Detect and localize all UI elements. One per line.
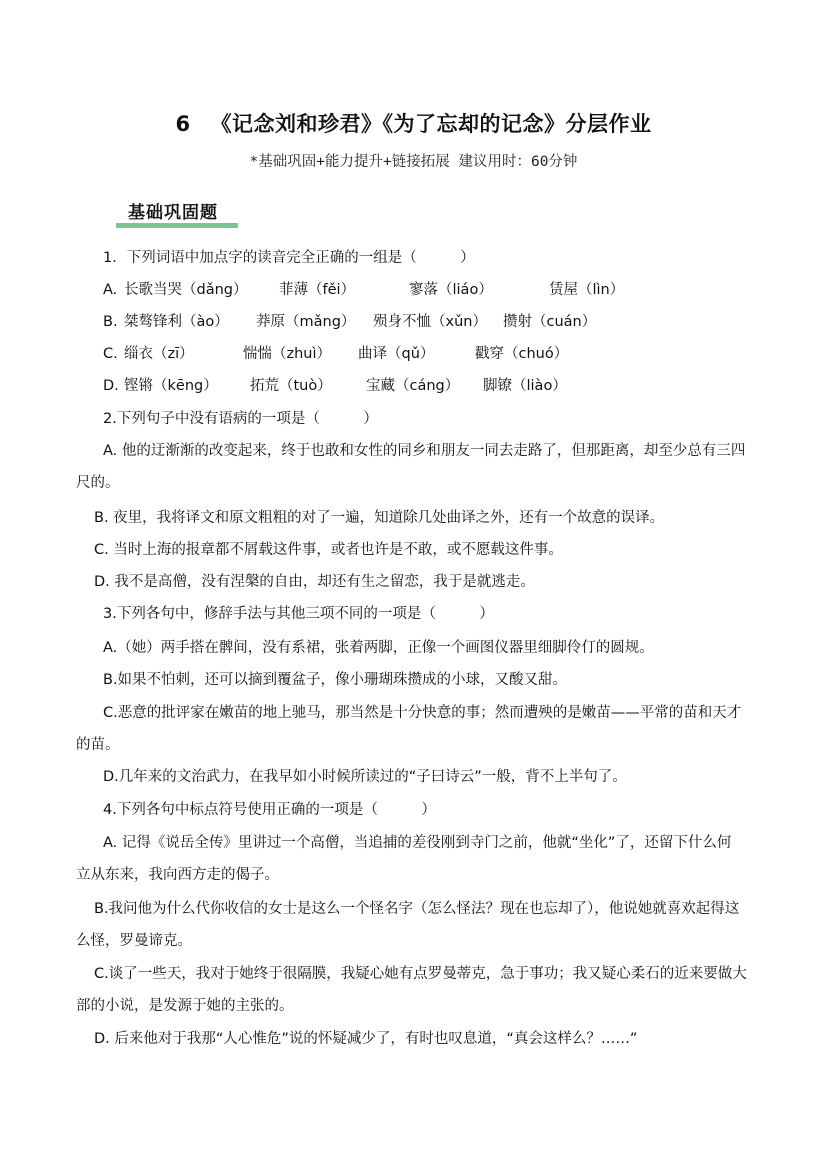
q4-option-a: A. 记得《说岳全传》里讲过一个高僧，当追捕的差役刚到寺门之前，他就“坐化”了，还留下什么何 — [103, 835, 732, 851]
q1-a-item-3: 寥落（liáo） — [409, 282, 493, 298]
q3-option-d: D.几年来的文治武力，在我早如小时候所读过的“子曰诗云”一般，背不上半句了。 — [103, 769, 627, 785]
q4-option-d: D. 后来他对于我那“人心惟危”说的怀疑减少了，有时也叹息道，“真会这样么？……” — [94, 1031, 638, 1047]
q1-c-item-3: 曲译（qǔ） — [358, 346, 435, 362]
q1-b-item-3: 殒身不恤（xǔn） — [373, 314, 487, 330]
q4-option-c: C.谈了一些天，我对于她终于很隔膜，我疑心她有点罗曼蒂克，急于事功；我又疑心柔石的近来要做大 — [94, 966, 747, 982]
q4-option-b: B.我问他为什么代你收信的女士是这么一个怪名字（怎么怪法？现在也忘却了），他说她就喜欢起得这 — [94, 901, 740, 917]
q1-d-item-1: 铿锵（kēng） — [124, 378, 218, 394]
q1-d-item-2: 拓荒（tuò） — [250, 378, 332, 394]
q3-option-c: C.恶意的批评家在嫩苗的地上驰马，那当然是十分快意的事；然而遭殃的是嫩苗——平常的苗和天才 — [103, 705, 742, 721]
q3-option-b: B.如果不怕刺，还可以摘到覆盆子，像小珊瑚珠攒成的小球，又酸又甜。 — [103, 672, 568, 688]
q1-b-item-4: 攒射（cuán） — [503, 314, 597, 330]
q2-stem: 2.下列句子中没有语病的一项是（ ） — [103, 411, 378, 427]
q2-option-a-cont: 尺的。 — [76, 475, 120, 491]
q1-c-item-2: 惴惴（zhuì） — [243, 346, 332, 362]
section-heading: 基础巩固题 — [128, 203, 218, 223]
q1-d-item-4: 脚镣（liào） — [483, 378, 567, 394]
q1-a-item-4: 赁屋（lìn） — [549, 282, 625, 298]
q1-c-label: C. — [103, 346, 118, 362]
q3-option-a: A.（她）两手搭在髀间，没有系裙，张着两脚，正像一个画图仪器里细脚伶仃的圆规。 — [103, 640, 654, 656]
q1-a-item-2: 菲薄（fěi） — [279, 282, 356, 298]
q1-a-item-1: 长歌当哭（dǎng） — [124, 282, 248, 298]
q1-d-label: D. — [103, 378, 119, 394]
q1-c-item-4: 戳穿（chuó） — [475, 346, 569, 362]
q4-option-b-cont: 么怪，罗曼谛克。 — [76, 933, 192, 949]
q3-option-c-cont: 的苗。 — [76, 737, 120, 753]
q2-option-a: A. 他的迂渐渐的改变起来，终于也敢和女性的同乡和朋友一同去走路了，但那距离，却至少总有三四 — [103, 443, 746, 459]
q1-d-item-3: 宝藏（cáng） — [366, 378, 460, 394]
q1-a-label: A. — [103, 282, 118, 298]
q1-b-item-2: 莽原（mǎng） — [256, 314, 356, 330]
q2-option-b: B. 夜里，我将译文和原文粗粗的对了一遍，知道除几处曲译之外，还有一个故意的误译。 — [94, 510, 665, 526]
q1-stem: 1．下列词语中加点字的读音完全正确的一组是（ ） — [103, 250, 475, 266]
q4-option-a-cont: 立从东来，我向西方走的偈子。 — [76, 867, 279, 883]
q4-stem: 4.下列各句中标点符号使用正确的一项是（ ） — [103, 802, 436, 818]
subtitle: *基础巩固+能力提升+链接拓展 建议用时：60分钟 — [249, 154, 578, 170]
q1-b-label: B. — [103, 314, 118, 330]
q2-option-c: C. 当时上海的报章都不屑载这件事，或者也许是不敢，或不愿载这件事。 — [94, 542, 563, 558]
q1-c-item-1: 缁衣（zī） — [124, 346, 194, 362]
page-title — [0, 108, 827, 138]
title-text: 《记念刘和珍君》《为了忘却的记念》分层作业 — [210, 112, 652, 136]
section-underline — [116, 223, 238, 228]
q4-option-c-cont: 部的小说，是发源于她的主张的。 — [76, 998, 294, 1014]
title-number: 6 — [175, 112, 191, 136]
q3-stem: 3.下列各句中，修辞手法与其他三项不同的一项是（ ） — [103, 606, 494, 622]
q2-option-d: D. 我不是高僧，没有涅槃的自由，却还有生之留恋，我于是就逃走。 — [94, 574, 535, 590]
q1-b-item-1: 桀骜锋利（ào） — [124, 314, 229, 330]
